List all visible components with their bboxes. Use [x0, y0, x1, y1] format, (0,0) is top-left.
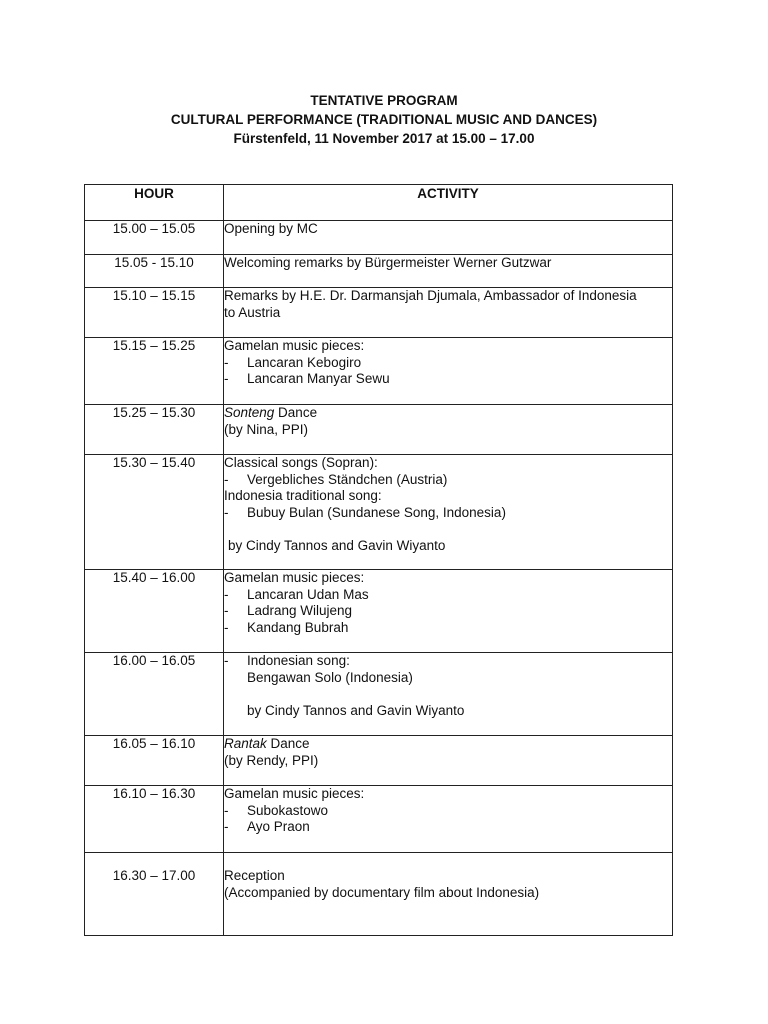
- dance-name: Rantak: [224, 736, 267, 751]
- activity-line: Gamelan music pieces:: [224, 338, 365, 353]
- list-item: [224, 620, 672, 637]
- hour-cell: 16.30 – 17.00: [85, 853, 224, 936]
- activity-line: (by Rendy, PPI): [224, 752, 319, 768]
- indented-line: by Cindy Tannos and Gavin Wiyanto: [247, 702, 465, 718]
- activity-line: to Austria: [224, 304, 281, 320]
- dash-bullet-icon: -: [224, 586, 229, 602]
- hour-cell: 16.05 – 16.10: [85, 736, 224, 786]
- hour-cell: 15.40 – 16.00: [85, 570, 224, 653]
- list-item-text: Vergebliches Ständchen (Austria): [247, 471, 448, 487]
- list-item-text: Lancaran Udan Mas: [247, 586, 369, 602]
- activity-line: Gamelan music pieces:: [224, 570, 365, 585]
- dance-name: Sonteng: [224, 405, 275, 420]
- column-header-activity: ACTIVITY: [224, 185, 673, 221]
- list-item-text: Lancaran Kebogiro: [247, 354, 362, 370]
- hour-cell: 15.15 – 15.25: [85, 338, 224, 405]
- list-item: [224, 803, 672, 820]
- list-item: [224, 653, 672, 670]
- list-item-text: Indonesian song:: [247, 653, 350, 668]
- hour-cell: 16.10 – 16.30: [85, 786, 224, 853]
- activity-cell: [224, 455, 673, 570]
- document-subtitle: CULTURAL PERFORMANCE (TRADITIONAL MUSIC AND DANCES): [170, 112, 598, 127]
- hour-cell: 15.05 - 15.10: [85, 255, 224, 288]
- dash-bullet-icon: -: [224, 619, 229, 635]
- table-row: [85, 221, 673, 255]
- table-row: [85, 653, 673, 736]
- list-item-text: Kandang Bubrah: [247, 619, 349, 635]
- hour-cell: 15.00 – 15.05: [85, 221, 224, 255]
- table-row: [85, 736, 673, 786]
- list-item: [224, 355, 672, 372]
- activity-cell: [224, 853, 673, 936]
- activity-line: Opening by MC: [224, 221, 318, 236]
- list-item-text: Lancaran Manyar Sewu: [247, 371, 390, 386]
- document-header: [0, 91, 768, 148]
- dash-bullet-icon: -: [224, 471, 229, 487]
- activity-cell: [224, 736, 673, 786]
- list-item: [224, 819, 672, 836]
- activity-cell: [224, 288, 673, 338]
- dash-bullet-icon: -: [224, 603, 229, 618]
- dance-label: Dance: [266, 736, 310, 751]
- dash-bullet-icon: -: [224, 504, 229, 520]
- blank-line: [224, 521, 672, 538]
- list-item: [224, 587, 672, 604]
- list-item-text: Ayo Praon: [247, 819, 310, 834]
- table-row: [85, 455, 673, 570]
- list-item: [224, 371, 672, 388]
- dash-bullet-icon: -: [224, 371, 229, 386]
- activity-cell: [224, 786, 673, 853]
- hour-cell: 15.30 – 15.40: [85, 455, 224, 570]
- program-table-body: [85, 221, 673, 936]
- activity-cell: [224, 570, 673, 653]
- activity-cell: [224, 338, 673, 405]
- dash-bullet-icon: -: [224, 354, 229, 370]
- activity-cell: [224, 653, 673, 736]
- blank-line: [224, 686, 672, 703]
- dance-label: Dance: [274, 405, 318, 420]
- list-item: [224, 505, 672, 522]
- activity-cell: [224, 405, 673, 455]
- table-row: [85, 786, 673, 853]
- document-title: TENTATIVE PROGRAM: [310, 93, 458, 108]
- hour-cell: 15.10 – 15.15: [85, 288, 224, 338]
- dance-title-line: [224, 736, 672, 753]
- dash-bullet-icon: -: [224, 653, 229, 668]
- table-header-row: [85, 185, 673, 221]
- activity-line: Remarks by H.E. Dr. Darmansjah Djumala, Ambassador of Indonesia: [224, 288, 637, 303]
- dash-bullet-icon: -: [224, 802, 229, 818]
- activity-line: Reception: [224, 868, 285, 883]
- list-item-text: Bubuy Bulan (Sundanese Song, Indonesia): [247, 504, 506, 520]
- hour-cell: 15.25 – 15.30: [85, 405, 224, 455]
- performer-line: by Cindy Tannos and Gavin Wiyanto: [228, 537, 446, 553]
- activity-cell: [224, 255, 673, 288]
- indented-line: Bengawan Solo (Indonesia): [247, 669, 413, 685]
- column-header-hour: HOUR: [85, 185, 224, 221]
- hour-cell: 16.00 – 16.05: [85, 653, 224, 736]
- program-table: [84, 184, 673, 936]
- table-row: [85, 255, 673, 288]
- list-item-text: Subokastowo: [247, 802, 329, 818]
- activity-cell: [224, 221, 673, 255]
- list-item: [224, 472, 672, 489]
- list-item-text: Ladrang Wilujeng: [247, 603, 353, 618]
- list-item: [224, 603, 672, 620]
- activity-line: Indonesia traditional song:: [224, 488, 382, 503]
- activity-line: (by Nina, PPI): [224, 421, 309, 437]
- dance-title-line: [224, 405, 672, 422]
- table-row: [85, 853, 673, 936]
- table-row: [85, 338, 673, 405]
- activity-line: (Accompanied by documentary film about Indonesia): [224, 884, 540, 900]
- document-date-location: Fürstenfeld, 11 November 2017 at 15.00 – 17.00: [233, 131, 535, 146]
- table-row: [85, 405, 673, 455]
- activity-line: Welcoming remarks by Bürgermeister Werner Gutzwar: [224, 255, 552, 270]
- table-row: [85, 570, 673, 653]
- activity-line: Gamelan music pieces:: [224, 786, 365, 801]
- activity-line: Classical songs (Sopran):: [224, 455, 378, 470]
- table-row: [85, 288, 673, 338]
- dash-bullet-icon: -: [224, 819, 229, 834]
